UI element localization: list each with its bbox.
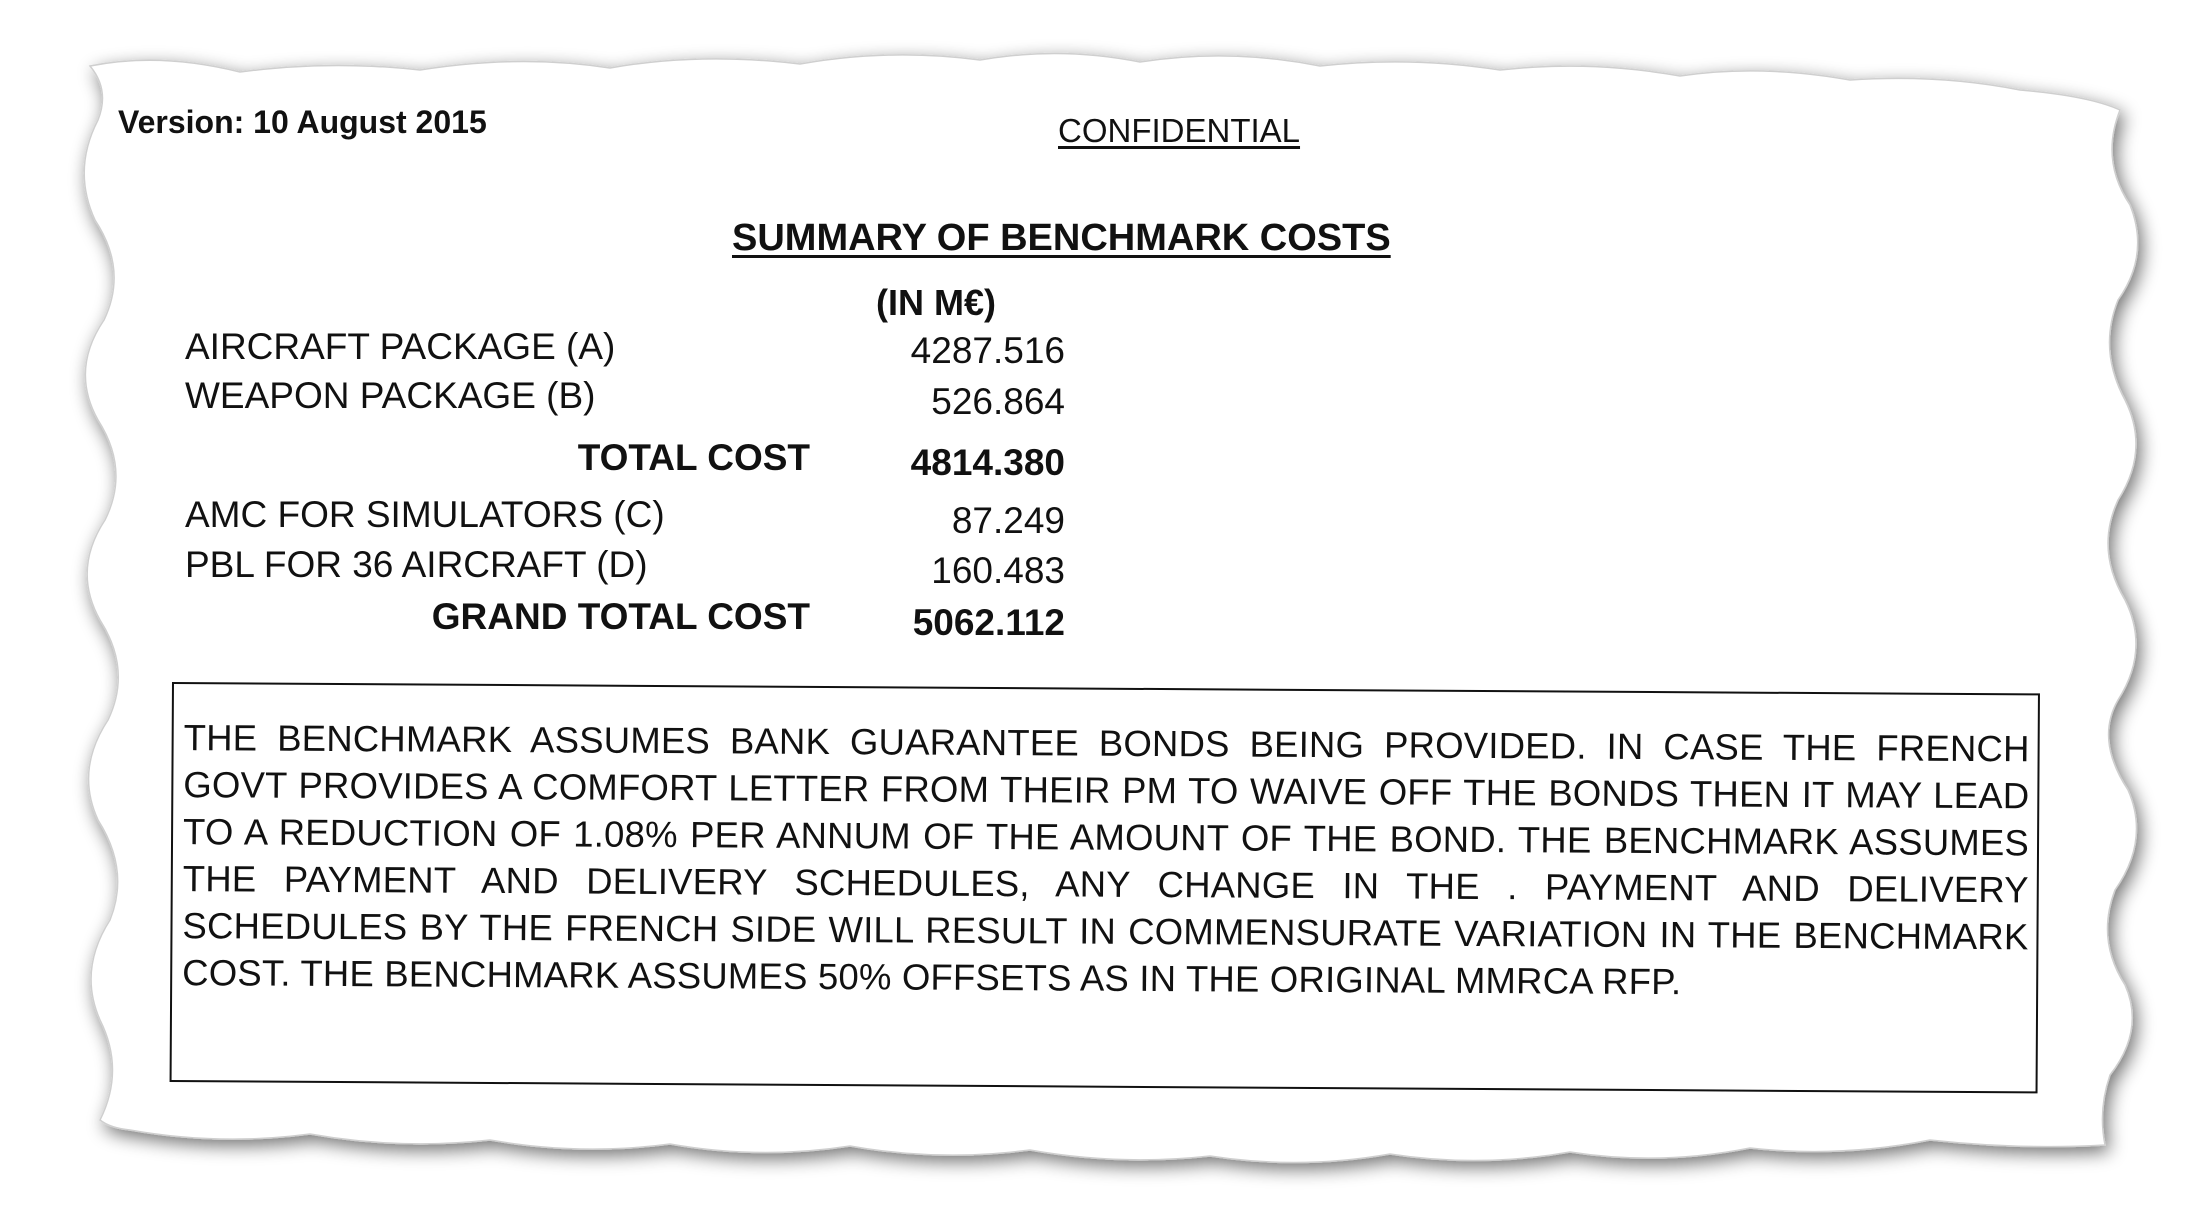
cost-row-label-aircraft: AIRCRAFT PACKAGE (A) [185, 326, 616, 367]
unit-label: (IN M€) [876, 282, 996, 323]
confidential-label: CONFIDENTIAL [1058, 112, 1301, 149]
version-date: Version: 10 August 2015 [118, 104, 487, 140]
cost-row-label-simulators: AMC FOR SIMULATORS (C) [185, 494, 665, 535]
cost-row-label-pbl: PBL FOR 36 AIRCRAFT (D) [185, 544, 648, 585]
summary-title: SUMMARY OF BENCHMARK COSTS [732, 217, 1391, 259]
assumptions-note-box [170, 682, 2040, 1093]
cost-row-value-pbl: 160.483 [931, 550, 1065, 591]
grand-total-value: 5062.112 [912, 602, 1065, 643]
total-cost-value: 4814.380 [910, 442, 1065, 483]
grand-total-label: GRAND TOTAL COST [431, 596, 810, 637]
cost-row-value-weapon: 526.864 [931, 381, 1065, 422]
assumptions-note-text: THE BENCHMARK ASSUMES BANK GUARANTEE BONDS BEING PROVIDED. IN CASE THE FRENCH GOVT PROVIDES A COMFORT LETTER FROM THEIR PM TO WAIVE OFF THE BONDS THEN IT MAY LEAD TO A REDUCTION OF 1.08% PER ANNUM OF THE AMOUNT OF THE BOND. THE BENCHMARK ASSUMES THE PAYMENT AND DELIVERY SCHEDULES, ANY CHANGE IN THE . PAYMENT AND DELIVERY SCHEDULES BY THE FRENCH SIDE WILL RESULT IN COMMENSURATE VARIATION IN THE BENCHMARK COST. THE BENCHMARK ASSUMES 50% OFFSETS AS IN THE ORIGINAL MMRCA RFP. [182, 717, 2030, 1003]
total-cost-label: TOTAL COST [577, 437, 810, 478]
cost-row-value-simulators: 87.249 [951, 500, 1065, 541]
cost-row-label-weapon: WEAPON PACKAGE (B) [185, 375, 596, 416]
cost-row-value-aircraft: 4287.516 [910, 330, 1065, 371]
